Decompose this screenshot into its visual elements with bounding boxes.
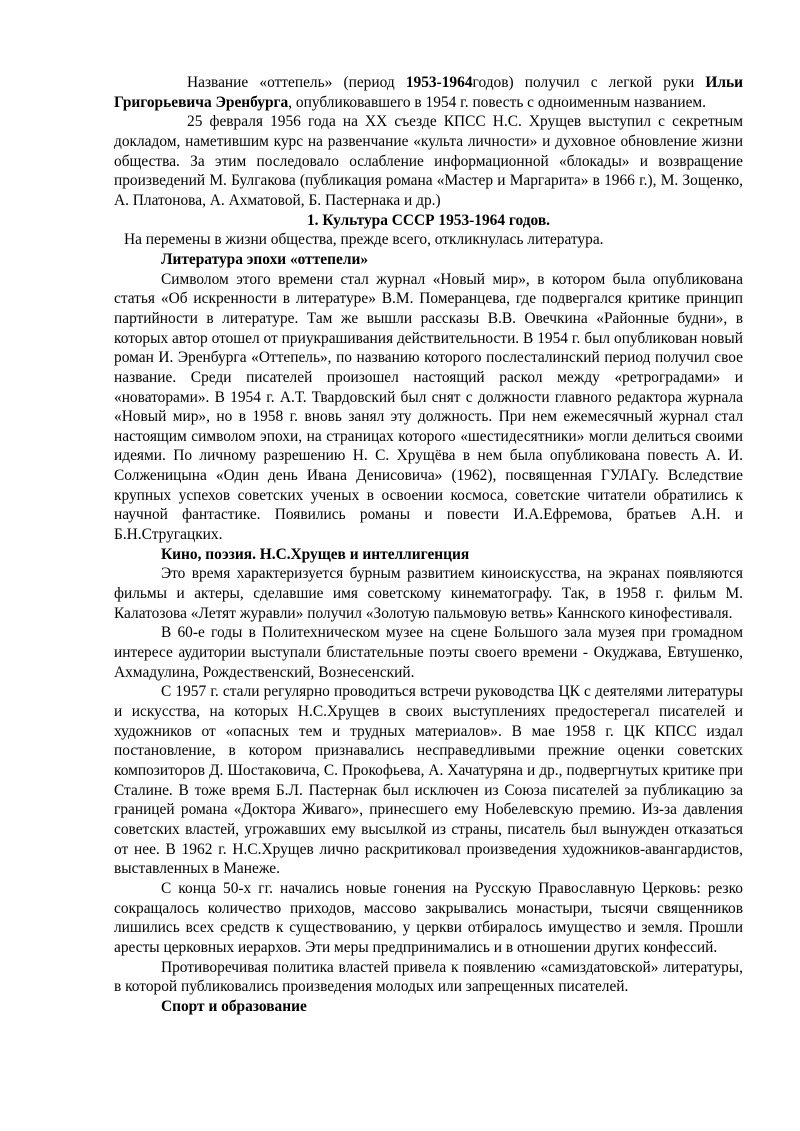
cinema-paragraph-4: С конца 50-х гг. начались новые гонения на Русскую Православную Церковь: резко сокращалось количество приходов, массово закрывались монастыри, тысячи священников лишились всех средств к существованию, у церкви отбиралось имущество и земля. Прошли аресты церковных иерархов. Эти меры предпринимались и в отношении других конфессий. xyxy=(114,879,743,956)
intro-paragraph-1 xyxy=(114,73,743,112)
document-page xyxy=(114,73,743,1017)
author-name: Ильи Григорьевича Эренбурга xyxy=(114,74,743,111)
cinema-paragraph-5: Противоречивая политика властей привела к появлению «самиздатовской» литературы, в которой публиковались произведения молодых или запрещенных писателей. xyxy=(114,958,743,996)
cinema-paragraph-3: С 1957 г. стали регулярно проводиться встречи руководства ЦК с деятелями литературы и искусства, на которых Н.С.Хрущев в своих выступлениях предостерегал писателей и художников от «опасных тем и трудных материалов». В мае 1958 г. ЦК КПСС издал постановление, в котором признавались несправедливыми прежние оценки советских композиторов Д. Шостаковича, С. Прокофьева, А. Хачатуряна и др., подвергнутых критике при Сталине. В тоже время Б.Л. Пастернак был исключен из Союза писателей за публикацию за границей романа «Доктора Живаго», принесшего ему Нобелевскую премию. Из-за давления советских властей, угрожавших ему высылкой из страны, писатель был вынужден отказаться от нее. В 1962 г. Н.С.Хрущев лично раскритиковал произведения художников-авангардистов, выставленных в Манеже. xyxy=(114,683,743,878)
cinema-heading: Кино, поэзия. Н.С.Хрущев и интеллигенция xyxy=(161,545,470,563)
intro-paragraph-2: 25 февраля 1956 года на XX съезде КПСС Н.С. Хрущев выступил с секретным докладом, наметившим курс на развенчание «культа личности» и духовное обновление жизни общества. За этим последовало ослабление информационной «блокады» и возвращение произведений М. Булгакова (публикация романа «Мастер и Маргарита» в 1966 г.), М. Зощенко, А. Платонова, А. Ахматовой, Б. Пастернака и др.) xyxy=(114,113,743,209)
section-title: 1. Культура СССР 1953-1964 годов. xyxy=(306,211,551,229)
intro-text-b: годов) получил с легкой руки xyxy=(472,74,706,91)
literature-heading: Литература эпохи «оттепели» xyxy=(161,250,369,268)
section-intro: На перемены в жизни общества, прежде всего, откликнулась литература. xyxy=(124,231,604,249)
literature-paragraph: Символом этого времени стал журнал «Новый мир», в котором была опубликована статья «Об искренности в литературе» В.М. Померанцева, где подвергался критике принцип партийности в литературе. Там же вышли рассказы В.В. Овечкина «Районные будни», в которых автор отошел от приукрашивания действительности. В 1954 г. был опубликован новый роман И. Эренбурга «Оттепель», по названию которого послесталинский период получил свое название. Среди писателей произошел настоящий раскол между «ретроградами» и «новаторами». В 1954 г. А.Т. Твардовский был снят с должности главного редактора журнала «Новый мир», но в 1958 г. вновь занял эту должность. При нем ежемесячный журнал стал настоящим символом эпохи, на страницах которого «шестидесятники» могли делиться своими идеями. По личному разрешению Н. С. Хрущёва в нем была опубликована повесть А. И. Солженицына «Один день Ивана Денисовича» (1962), посвященная ГУЛАГу. Вследствие крупных успехов советских ученых в освоении космоса, советские читатели обратились к научной фантастике. Появились романы и повести И.А.Ефремова, братьев А.Н. и Б.Н.Стругацких. xyxy=(114,270,743,544)
intro-text-c: , опубликовавшего в 1954 г. повесть с одноименным названием. xyxy=(288,93,707,111)
cinema-paragraph-2: В 60-е годы в Политехническом музее на сцене Большого зала музея при громадном интересе аудитории выступали блистательные поэты своего времени - Окуджава, Евтушенко, Ахмадулина, Рождественский, Вознесенский. xyxy=(114,624,743,681)
period-years: 1953-1964 xyxy=(405,74,473,91)
cinema-paragraph-1: Это время характеризуется бурным развитием киноискусства, на экранах появляются фильмы и актеры, сделавшие имя советскому кинематографу. Так, в 1958 г. фильм М. Калатозова «Летят журавли» получил «Золотую пальмовую ветвь» Каннского кинофестиваля. xyxy=(114,565,743,622)
intro-text-a: Название «оттепель» (период xyxy=(187,74,406,91)
sport-heading: Спорт и образование xyxy=(161,997,307,1015)
